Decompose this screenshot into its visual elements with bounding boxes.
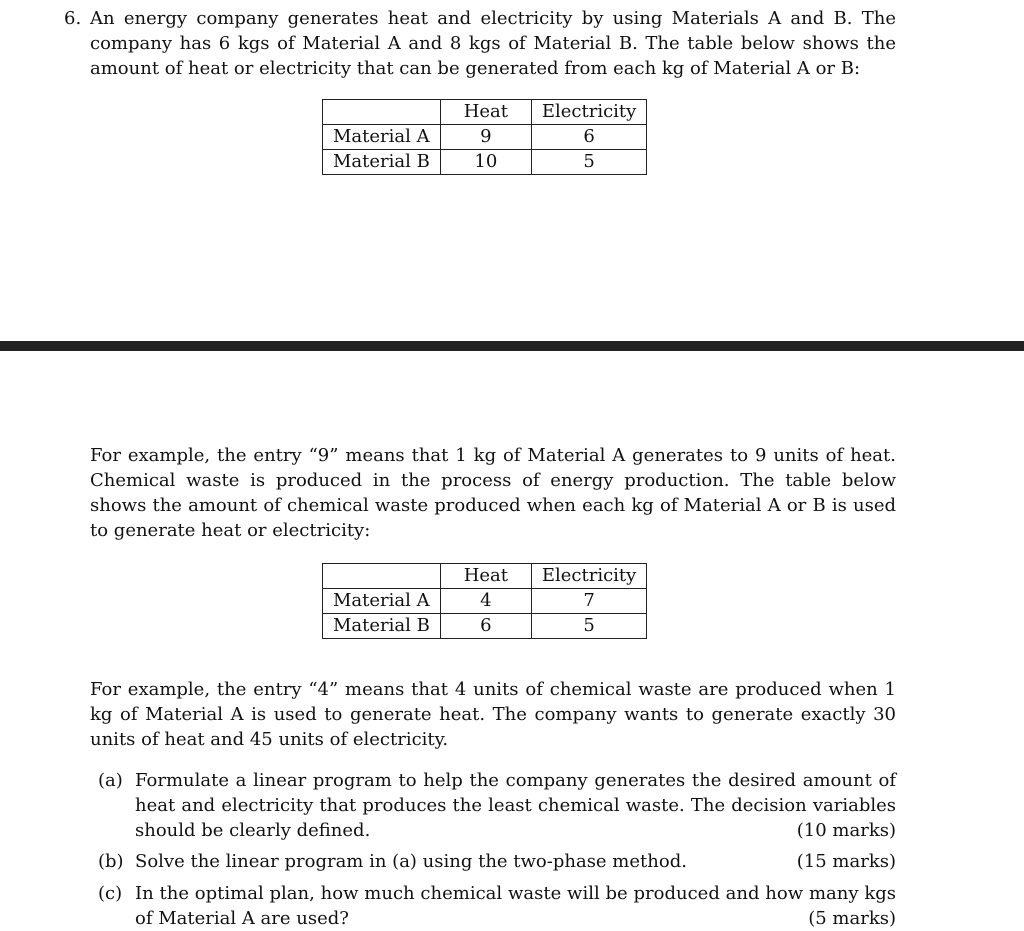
column-header-electricity: Electricity bbox=[531, 100, 646, 125]
heat-cell: 6 bbox=[440, 614, 531, 639]
chemical-waste-table bbox=[322, 563, 647, 639]
part-a bbox=[98, 768, 896, 843]
table-row bbox=[323, 589, 647, 614]
row-label: Material B bbox=[323, 614, 441, 639]
question-number: 6. bbox=[64, 8, 82, 29]
table-row bbox=[323, 150, 647, 175]
electricity-cell: 7 bbox=[531, 589, 646, 614]
row-label: Material A bbox=[323, 125, 441, 150]
table-row bbox=[323, 614, 647, 639]
part-c bbox=[98, 881, 896, 931]
page-divider bbox=[0, 341, 1024, 351]
paragraph-example-waste: For example, the entry “4” means that 4 units of chemical waste are produced when 1 kg of Material A is used to generate heat. The company wants to generate exactly 30 units of heat and 45 units of electricity. bbox=[90, 679, 896, 750]
column-header-heat: Heat bbox=[440, 100, 531, 125]
table-corner-cell bbox=[323, 564, 441, 589]
part-b bbox=[98, 849, 896, 874]
part-text: Solve the linear program in (a) using the two-phase method. bbox=[135, 851, 687, 872]
heat-cell: 10 bbox=[440, 150, 531, 175]
part-text: In the optimal plan, how much chemical waste will be produced and how many kgs of Material A are used? bbox=[135, 883, 896, 929]
part-text: Formulate a linear program to help the company generates the desired amount of heat and electricity that produces the least chemical waste. The decision variables should be clearly defined. bbox=[135, 770, 896, 841]
electricity-cell: 5 bbox=[531, 150, 646, 175]
part-label: (c) bbox=[98, 883, 123, 904]
part-label: (b) bbox=[98, 851, 124, 872]
table-corner-cell bbox=[323, 100, 441, 125]
part-label: (a) bbox=[98, 770, 123, 791]
part-marks: (15 marks) bbox=[796, 851, 896, 872]
part-marks: (10 marks) bbox=[796, 820, 896, 841]
table-header-row bbox=[323, 100, 647, 125]
question-intro: An energy company generates heat and electricity by using Materials A and B. The company has 6 kgs of Material A and 8 kgs of Material B. The table below shows the amount of heat or electricity that can be generated from each kg of Material A or B: bbox=[90, 8, 896, 79]
heat-cell: 9 bbox=[440, 125, 531, 150]
column-header-heat: Heat bbox=[440, 564, 531, 589]
table-row bbox=[323, 125, 647, 150]
electricity-cell: 6 bbox=[531, 125, 646, 150]
column-header-electricity: Electricity bbox=[531, 564, 646, 589]
row-label: Material A bbox=[323, 589, 441, 614]
table-header-row bbox=[323, 564, 647, 589]
heat-electricity-table bbox=[322, 99, 647, 175]
part-marks: (5 marks) bbox=[808, 908, 896, 929]
paragraph-example-heat: For example, the entry “9” means that 1 kg of Material A generates to 9 units of heat. Chemical waste is produced in the process of energy production. The table below shows the amount of chemical waste produced when each kg of Material A or B is used to generate heat or electricity: bbox=[90, 445, 896, 541]
row-label: Material B bbox=[323, 150, 441, 175]
electricity-cell: 5 bbox=[531, 614, 646, 639]
heat-cell: 4 bbox=[440, 589, 531, 614]
